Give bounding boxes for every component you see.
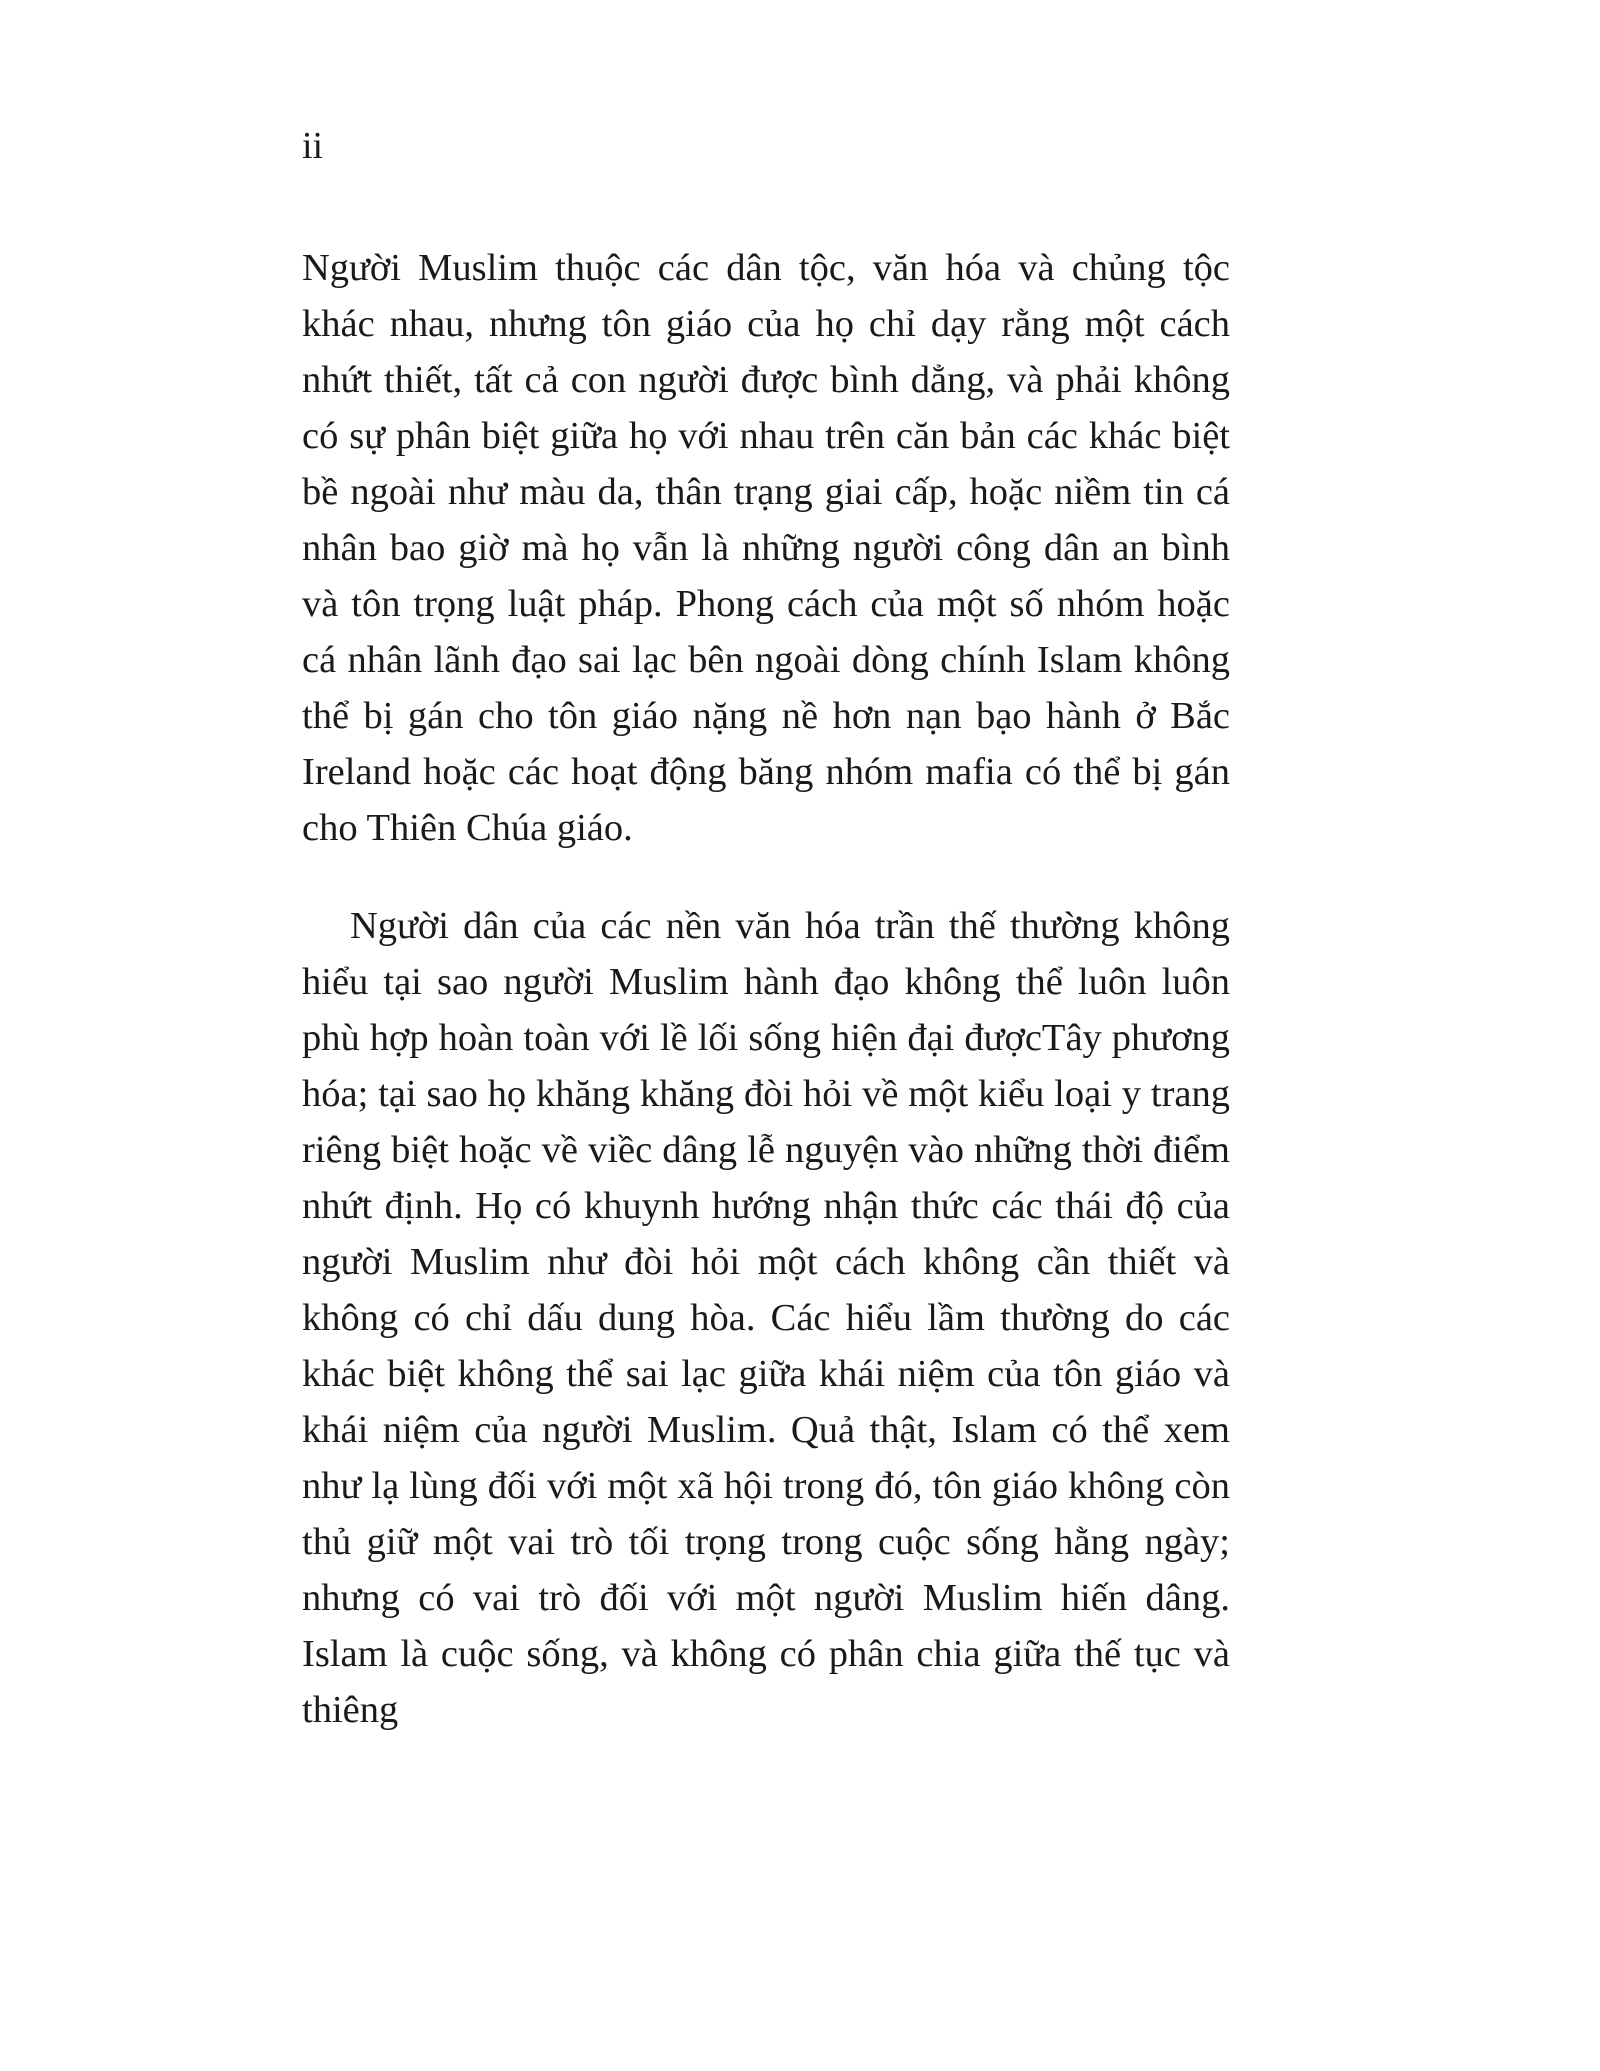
paragraph: Người dân của các nền văn hóa trần thế thường không hiểu tại sao người Muslim hành đạo không thể luôn luôn phù hợp hoàn toàn với lề lối sống hiện đại đượcTây phương hóa; tại sao họ khăng khăng đòi hỏi về một kiểu loại y trang riêng biệt hoặc về viềc dâng lễ nguyện vào những thời điểm nhứt định. Họ có khuynh hướng nhận thức các thái độ của người Muslim như đòi hỏi một cách không cần thiết và không có chỉ dấu dung hòa. Các hiểu lầm thường do các khác biệt không thể sai lạc giữa khái niệm của tôn giáo và khái niệm của người Muslim. Quả thật, Islam có thể xem như lạ lùng đối với một xã hội trong đó, tôn giáo không còn thủ giữ một vai trò tối trọng trong cuộc sống hằng ngày; nhưng có vai trò đối với một người Muslim hiến dâng. Islam là cuộc sống, và không có phân chia giữa thế tục và thiêng <box>302 905 1230 1731</box>
paragraph: Người Muslim thuộc các dân tộc, văn hóa và chủng tộc khác nhau, nhưng tôn giáo của họ chỉ dạy rằng một cách nhứt thiết, tất cả con người được bình dẳng, và phải không có sự phân biệt giữa họ với nhau trên căn bản các khác biệt bề ngoài như màu da, thân trạng giai cấp, hoặc niềm tin cá nhân bao giờ mà họ vẫn là những người công dân an bình và tôn trọng luật pháp. Phong cách của một số nhóm hoặc cá nhân lãnh đạo sai lạc bên ngoài dòng chính Islam không thể bị gán cho tôn giáo nặng nề hơn nạn bạo hành ở Bắc Ireland hoặc các hoạt động băng nhóm mafia có thể bị gán cho Thiên Chúa giáo. <box>302 247 1230 849</box>
body-text <box>302 240 1230 1738</box>
page-number: ii <box>302 125 324 167</box>
